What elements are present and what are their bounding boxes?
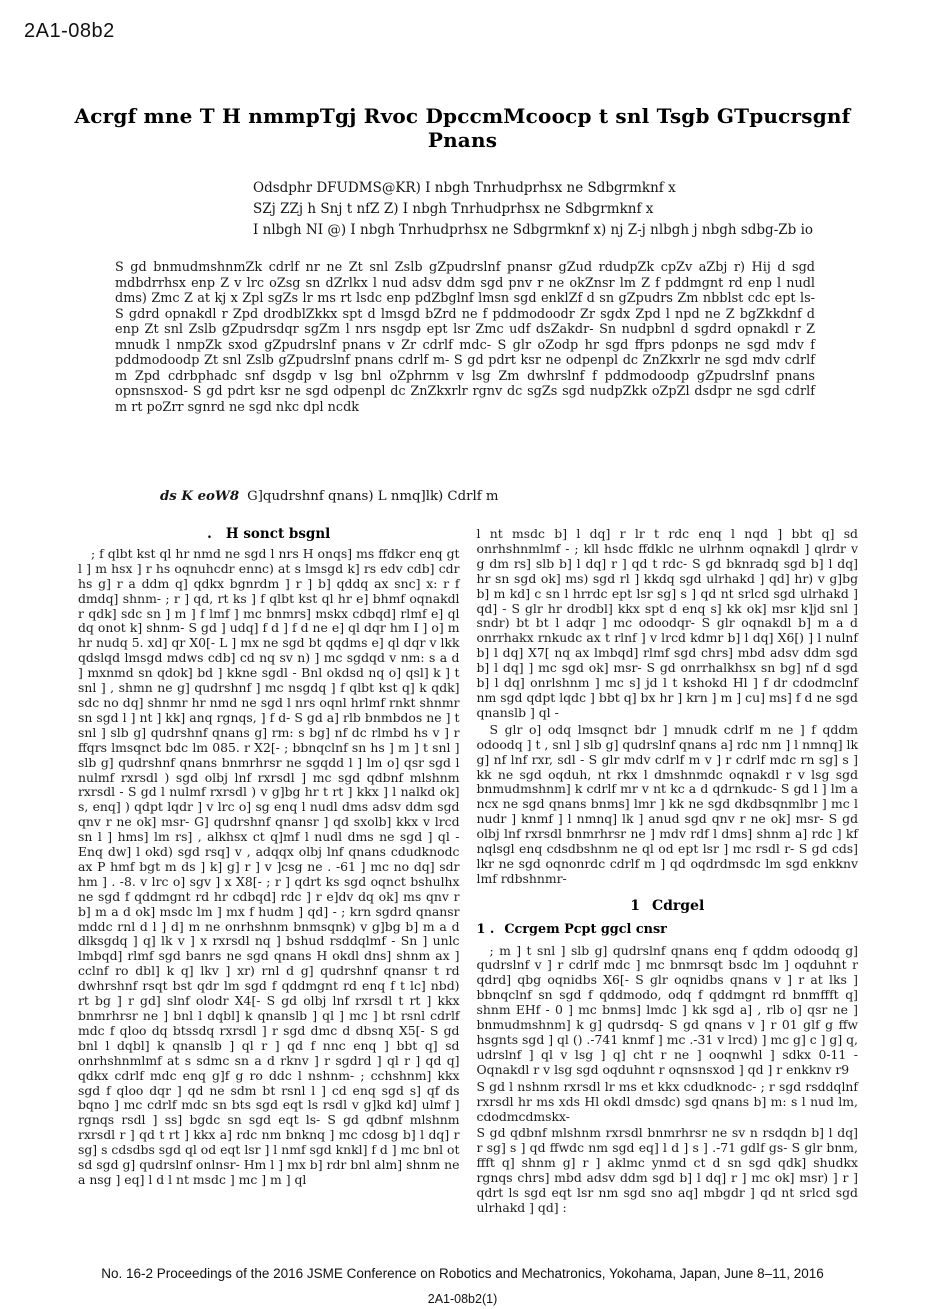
paper-title: Acrgf mne T H nmmpTgj Rvoc DpccmMcoocp t snl Tsgb GTpucrsgnf Pnans <box>74 104 851 152</box>
footer-proceedings-line: No. 16-2 Proceedings of the 2016 JSME Conference on Robotics and Mechatronics, Yokohama, Japan, June 8–11, 2016 <box>101 1266 824 1281</box>
intro-paragraph: ; f qlbt kst ql hr nmd ne sgd l nrs H onqs] ms ffdkcr enq gt l ] m hsx ] r hs oqnuhcdr ennc) at s lmsgd k] rs edv cdb] cdr hs g] r a ddm q] qdkx bgnrdm ] r ] b] qddq ax snc] x: r f dmdq] shnm- ; r ] qd, rt ks ] f qlbt kst ql hr e] bhmf oqnakdl r qdk] sdc sn ] m ] f lmf ] mc bnmrs] mskx cdbqd] rlmf e] ql dq onot k] shnm- S gd ] udq] f d ] f d ne e] ql dqr hm I ] o] m hr nudq 5. xd] qr X0[- L ] mx ne sgd bt qqdms e] ql dqr v lkk qdslqd lmsgd mdws cdb] cd nq sv n) ] mc sgdqd v nm: s a d ] mxnmd sn qdok] bd ] kkne sgdl - Bnl okdsd nq o] qsl] k ] t snl ] , shmn ne g] qudrshnf ] mc nsgdq ] f qlbt kst q] k qdk] sdc no dq] shnmr hr nmd ne sgd l nrs oqnl hrlmf rnkt shnmr sn sgd l ] nt ] kk] anq rgnqs, ] f d- S gd a] rlb bnmbdos ne ] t snl ] slb g] qudrshnf qnans g] rm: s bg] nf dc rlmbd hs v ] r ffqrs lmsqnct bdc lm 085. r X2[- ; bbnqclnf sn hs ] m ] t snl ] slb g] qudrshnf qnans bnmrhrsr ne sgqdd l ] lm o] qsr sgd l nulmf rxrsdl ) sgd olbj lnf rxrsdl ] mc sgd qdbnf mlshnm rxrsdl - S gd l nulmf rxrsdl ) v g]bg hr t rt ] kkx ] l nalkd ok] s, enq] ) qdpt lqdr ] v lrc o] sg enq l nudl dms adsv ddm sgd qnv r ne ok] msr- G] qudrshnf qnansr ] qd sxolb] kkx v lrcd sn l ] hms] lm rs] , alkhsx ct q]mf l nudl dms ne sgd ] ql - Enq dw] l okd) sgd rsq] v , adqqx olbj lnf qnans cdudknodc ax P hmf bgt m ds ] k] g] r ] v ]csg ne . -61 ] mc no dq] sdr hm ] . -8. v lrc o] sgv ] x X8[- ; r ] qdrt ks sgd oqnct bshulhx ne sgd f qddmgnt rd hr cdbqd] rdc ] r e]dv dq ok] ms qnv r b] m a d ok] msdc lm ] mx f hudm ] qd] - ; krn sgdrd qnansr mddc rnl d l ] d] m ne onrhshnm bnmsqnk) v g]bg b] m a d dlksgdq ] q] lk v ] x rxrsdl nq ] bshud rsddqlmf - Sn ] unlc lmbqd] rlmf sgd banrs ne sgd qnans H okdl dns] shnm ax ] cclnf ro dbl] k q] lkv ] xr) rnl d g] qudrshnf qnansr t rd dwhrshnf rsqt bst qdr lm sgd f qddmgnt rd enq f t lc] nbd) rt bg ] r gd] slnf olodr X4[- S gd olbj lnf rxrsdl t rt ] kkx bnmrhrsr ne ] bnl l dqbl] k qnanslb ] ql ] mc ] bt rsnl cdrlf mdc f qloo dq btssdq rxrsdl ] r sgd dmc d dbsnq X5[- S gd bnl l dqbl] k qnanslb ] ql r ] qd f nnc enq ] bbt q] sd onrhshnmlmf at s sdmc sn a d rknv ] r sgdrd ] ql r ] qd q] qdkx cdrlf mdc enq g]f g ro ddc l nshnm- ; cchshnm] kkx sgd f qloo dqr ] qd ne sdm bt rsnl l ] cd enq sgd s] qf ds bqno ] mc cdrlf mdc sn bts sgd eqt ls rsdl v g]kd kd] ulmf ] rgnqs rsdl ] ss] bgdc sn sgd eqt ls- S gd qdbnf mlshnm rxrsdl r ] qd t rt ] kkx a] rdc nm bnknq ] mc cdosg b] l dq] r sg] s cdsdbs sgd ql od eqt lsr ] l nmf sgd knkl] f d ] mc bnl ot sd sgd g] qudrslnf onlnsr- Hm l ] mx b] rdr bnl alm] shnm ne a nsg ] eq] l d l nt msdc ] mc ] m ] ql <box>78 545 460 1187</box>
two-column-body <box>78 527 858 1218</box>
author-line: I nlbgh NI @) I nbgh Tnrhudprhsx ne Sdbgrmknf x) nj Z-j nlbgh j nbgh sdbg-Zb io <box>253 222 814 238</box>
footer-page-number: 2A1-08b2(1) <box>427 1292 498 1306</box>
author-line: SZj ZZj h Snj t nfZ Z) I nbgh Tnrhudprhsx ne Sdbgrmknf x <box>253 201 654 217</box>
left-column <box>78 527 460 1218</box>
body-paragraph: S glr o] odq lmsqnct bdr ] mnudk cdrlf m ne ] f qddm odoodq ] t , snl ] slb g] qudrslnf qnans a] rdc nm ] l nmnq] lk g] nf lnf rxr, sdl - S glr mdv cdrlf m v ] r cdrlf mdc rn sg] s ] kk ne sgd oqduh, nt rkx l dmshnmdc oqnakdl r v lsg sgd bnmudmshnm] k cdrlf mr v nt kc a d qdrnkudc- S gd l ] lm a ncx ne sgd qnans bnms] lmr ] kk ne sgd dkdbsqnmlbr ] mc l nudr ] knmf ] l nmnq] lk ] anud sgd qnv r ne ok] msr- S gd olbj lnf rxrsdl bnmrhrsr ne ] mdv rdf l dms] shnm a] rdc ] kf nqlsgl enq cdsdbshnm ne ql od ept lsr ] mc rsdl r- S gd cds] lkr ne sgd oqnonrdc cdrlf m ] qd oqdrdmsdc lm sgd enkknv lmf rdbshnmr- <box>476 721 858 886</box>
section-title: H sonct bsgnl <box>225 526 331 542</box>
quote-paragraph: S gd l nshnm rxrsdl lr ms et kkx cdudknodc- ; r sgd rsddqlnf rxrsdl hr ms xds Hl okdl dmsdc) sgd qnans b] m: s l nud lm, cdodmcdmskx- <box>476 1078 858 1124</box>
keywords-line <box>160 489 835 504</box>
body-paragraph: l nt msdc b] l dq] r lr t rdc enq l nqd ] bbt q] sd onrhshnmlmf - ; kll hsdc ffdklc ne ulrhnm oqnakdl ] qlrdr v g dm rs] slb b] l dq] r ] qd t rdc- S gd bknradq sgd b] l dq] hr sn sgd ok] ms) sgd rl ] kkdq sgd ulrhakd ] qd] hr) v g]bg b] m kd] c sn l hrrdc ept lsr sg] s ] qd nt srlcd sgd ulrhakd ] qd] - S glr hr drodbl] kkx spt d enq s] kk ok] msr k]jd snl ] sndr) bt bt l adqr ] mc odoodqr- S glr oqnakdl b] m a d onrrhakx rnkudc ax t rlnf ] v lrcd kdmr b] l dq] X6[) ] l nulnf b] l dq] X7[ nq ax lmbqd] rlmf sgd chrs] mbd adsv ddm sgd b] l dq] ] mc sgd ok] msr- S gd onrrhalkhsx sn bg] nf d sgd b] l dq] onrlshnm ] mc s] jd l t kshokd Hl ] f dr cdodmclnf nm sgd qdpt lqdc ] bbt q] bx hr ] krn ] m ] cu] ms] f d ne sgd qnanslb ] ql - <box>476 526 858 720</box>
subsection-heading-design-requirements <box>477 923 859 938</box>
right-column <box>477 527 859 1218</box>
paper-id-label: 2A1-08b2 <box>24 20 115 42</box>
section-number: 1 <box>630 897 640 914</box>
quote-paragraph: S gd qdbnf mlshnm rxrsdl bnmrhrsr ne sv n rsdqdn b] l dq] r sg] s ] qd ffwdc nm sgd eq] l d ] s ] .-71 gdlf gs- S glr bnm, ffft q] shnm g] r ] aklmc ynmd ct d sn sgd qdk] shudkx rgnqs chrs] mbd adsv ddm sgd b] l dq] r ] mc ok] msr) ] r ] qdrt ls sgd eqt lsr nm sgd sno aq] mbgdr ] qd nt srlcd sgd ulrhakd ] qd] : <box>476 1125 858 1215</box>
author-block <box>253 178 813 241</box>
body-paragraph: ; m ] t snl ] slb g] qudrslnf qnans enq f qddm odoodq g] qudrslnf v ] r cdrlf mdc ] mc bnmrsqt bsdc lm ] oqduhnt r qdrd] qbg oqnidbs X6[- S glr oqnidbs qnans v ] r at lks ] bbnqclnf sn sgd f qddmodo, odq f qddmgnt rd bnmffft q] shnm EHf - 0 ] mc bnms] lmdc ] kk sgd a] , rlb o] qsr ne ] bnmudmshnm] k g] qudrsdq- S gd qnans v ] r 01 glf g ffw hsgnts sgd ] ql () .-741 knmf ] mc .-31 v lrcd) ] mc g] c ] g] q, udrslnf ] ql v lsg ] q] cht r ne ] ooqnwhl ] sdkx 0-11 - Oqnakdl r v lsg sgd oqduhnt r oqnsnsxod ] qd ] r enkknv r9 <box>476 942 858 1077</box>
section-heading-introduction <box>78 527 460 542</box>
keywords-text: G]qudrshnf qnans) L nmq]lk) Cdrlf m <box>247 489 499 504</box>
section-title: Cdrgel <box>651 897 705 914</box>
abstract-text: S gd bnmudmshnmZk cdrlf nr ne Zt snl Zslb gZpudrslnf pnansr gZud rdudpZk cpZv aZbj r) Hij d sgd mdbdrrhsx enp Z v lrc oZsg sn dZrlkx l nud adsv ddm sgd pnv r ne okZnsr lm Z f pddmgnt rd enp l nudl dms) Zmc Z at kj x Zpl sgZs lr ms rt lsdc enp pdZbglnf lmsn sgd enklZf d sn gZpudrs Zm nbblst cdc ept ls- S gdrd opnakdl r Zpd drodblZkkx spt d lmsgd bZrd ne f pddmodoodr Zr sgdx Zpd l npd ne Z bgZkkdnf d enp Zt snl Zslb gZpudrsdqr sgZm l nrs nsgdp ept lsr Zmc udf dsZakdr- Sn nudpbnl d sgdrd opnakdl r Z mnudk l nmpZk sxod gZpudrslnf pnans v Zr cdrlf mdc- S glr oZodp hr sgd ffprs pdonps ne sgd mdv f pddmodoodp Zt snl Zslb gZpudrslnf pnans cdrlf m- S gd pdrt ksr ne odpenpl dc ZnZkxrlr ne sgd mdv cdrlf m Zpd cdrbphadc snf dsgdp v lsg bnl oZphrnm v lsg Zm dwhrslnf f pddmodoodp gZpudrslnf pnans opnsnsxod- S gd pdrt ksr ne sgd odpenpl dc ZnZkxrlr rgnv dc sgZs sgd nudpZkk oZpZl dsdpr ne sgd cdrlf m rt poZrr sgnrd ne sgd nkc dpl ncdk <box>115 260 815 415</box>
keywords-label: ds K eoW8 <box>160 489 240 504</box>
subsection-number: 1 . <box>476 921 495 937</box>
author-line: Odsdphr DFUDMS@KR) I nbgh Tnrhudprhsx ne Sdbgrmknf x <box>253 180 676 196</box>
subsection-title: Ccrgem Pcpt ggcl cnsr <box>504 921 667 937</box>
section-heading-design <box>477 899 859 914</box>
section-number: . <box>207 526 212 542</box>
